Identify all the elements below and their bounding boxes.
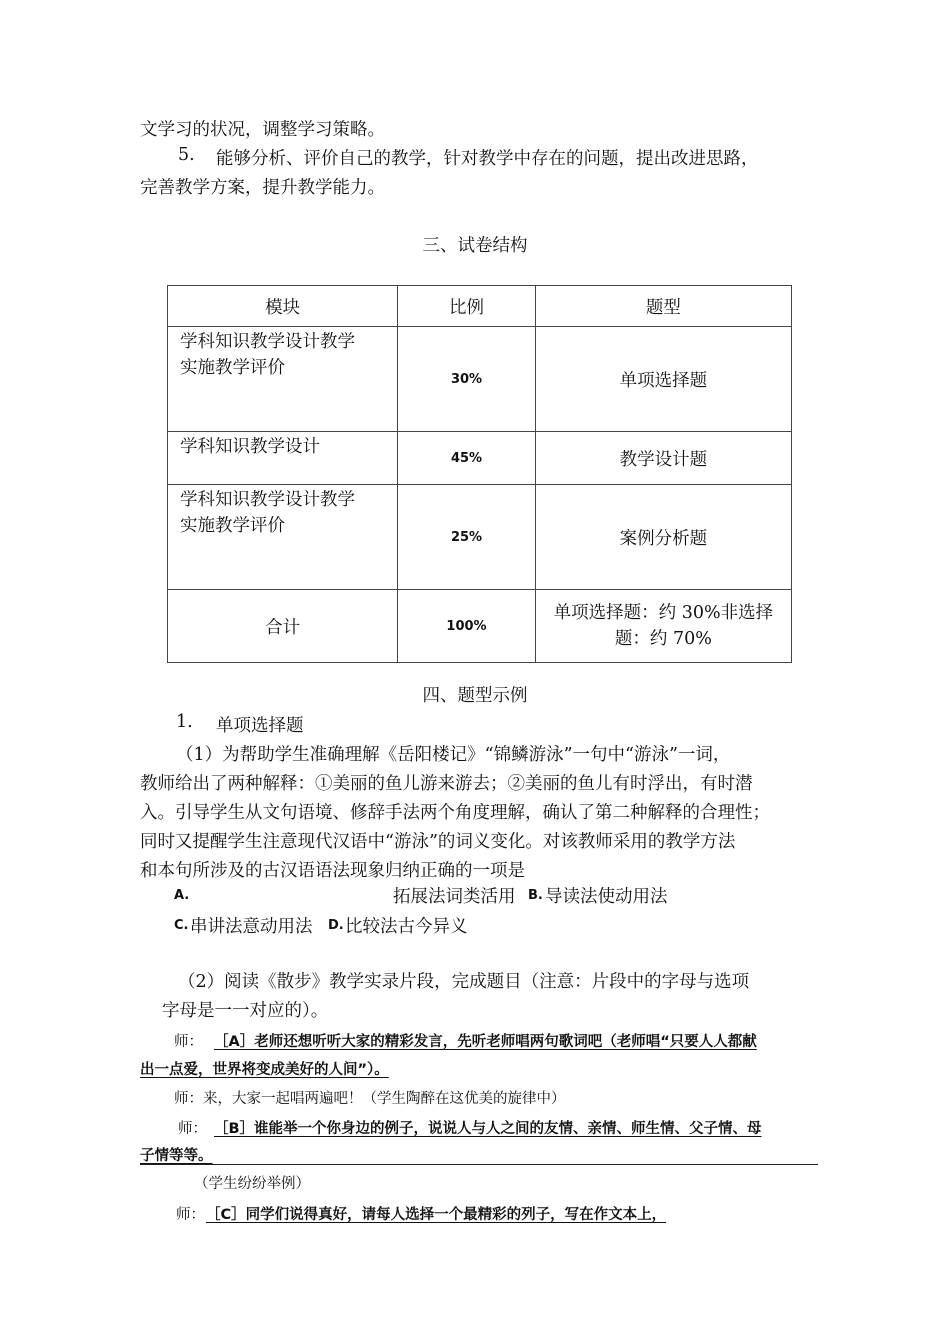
exam-structure-table (167, 285, 792, 663)
type-cell: 案例分析题 (535, 485, 791, 590)
table-row (168, 432, 792, 485)
section-4-heading: 四、题型示例 (422, 686, 528, 706)
item-5-number: 5. (178, 145, 195, 165)
total-type-cell (535, 590, 791, 663)
transcript-2: 师：来，大家一起唱两遍吧！（学生陶醉在这优美的旋律中） (174, 1091, 566, 1107)
transcript-1-speaker: 师： (174, 1034, 203, 1050)
module-line-2: 实施教学评价 (180, 358, 285, 378)
intro-line-1: 文学习的状况，调整学习策略。 (140, 120, 385, 140)
option-b-label: B. (528, 888, 543, 903)
header-type: 题型 (535, 286, 791, 327)
ratio-cell: 25% (398, 485, 536, 590)
transcript-1-line-2: 出一点爱，世界将变成美好的人间”）。 (140, 1062, 389, 1078)
item-1-title: 单项选择题 (216, 716, 304, 736)
type-cell: 教学设计题 (535, 432, 791, 485)
q1-line-3: 入。引导学生从文句语境、修辞手法两个角度理解，确认了第二种解释的合理性； (140, 803, 770, 823)
total-label: 合计 (168, 590, 398, 663)
transcript-5-line-1: ［C］同学们说得真好，请每人选择一个最精彩的列子，写在作文本上， (206, 1207, 667, 1223)
header-module: 模块 (168, 286, 398, 327)
q1-line-5: 和本句所涉及的古汉语语法现象归纳正确的一项是 (140, 861, 525, 881)
module-line-1: 学科知识教学设计教学 (180, 490, 355, 510)
total-ratio: 100% (398, 590, 536, 663)
module-line-1: 学科知识教学设计 (180, 437, 320, 457)
option-d-text: 比较法古今异义 (345, 917, 468, 937)
module-cell (168, 485, 398, 590)
header-ratio: 比例 (398, 286, 536, 327)
option-a-label: A. (174, 888, 190, 903)
total-type-line-1: 单项选择题：约 30%非选择 (553, 603, 774, 623)
module-cell (168, 327, 398, 432)
item-5-line-2: 完善教学方案，提升教学能力。 (140, 178, 385, 198)
total-type-line-2: 题：约 70% (614, 629, 712, 649)
item-1-number: 1. (176, 712, 193, 732)
module-line-2: 实施教学评价 (180, 516, 285, 536)
option-c-text: 串讲法意动用法 (190, 917, 313, 937)
q2-line-1: （2）阅读《散步》教学实录片段，完成题目（注意：片段中的字母与选项 (178, 972, 750, 992)
section-3-heading: 三、试卷结构 (422, 236, 528, 256)
item-5-line-1: 能够分析、评价自己的教学，针对教学中存在的问题，提出改进思路， (216, 149, 759, 169)
table-row (168, 327, 792, 432)
divider-line (140, 1164, 818, 1165)
ratio-cell: 45% (398, 432, 536, 485)
option-d-label: D. (328, 918, 344, 933)
table-row (168, 485, 792, 590)
transcript-1-line-1: ［A］老师还想听听大家的精彩发言，先听老师唱两句歌词吧（老师唱“只要人人都献 (214, 1034, 757, 1050)
module-cell (168, 432, 398, 485)
ratio-cell: 30% (398, 327, 536, 432)
option-a-text: 拓展法词类活用 (393, 887, 516, 907)
transcript-3-speaker: 师： (178, 1121, 207, 1137)
transcript-3-line-2: 子情等等。 (140, 1148, 213, 1164)
q1-line-1: （1）为帮助学生准确理解《岳阳楼记》“锦鳞游泳”一句中“游泳”一词， (176, 745, 731, 765)
module-line-1: 学科知识教学设计教学 (180, 332, 355, 352)
table-header-row (168, 286, 792, 327)
type-cell: 单项选择题 (535, 327, 791, 432)
table-total-row (168, 590, 792, 663)
option-c-label: C. (174, 918, 189, 933)
q1-line-4: 同时又提醒学生注意现代汉语中“游泳”的词义变化。对该教师采用的教学方法 (140, 832, 736, 852)
q2-line-2: 字母是一一对应的）。 (162, 1001, 329, 1021)
option-b-text: 导读法使动用法 (545, 887, 668, 907)
q1-line-2: 教师给出了两种解释：①美丽的鱼儿游来游去；②美丽的鱼儿有时浮出，有时潜 (140, 774, 753, 794)
transcript-4: （学生纷纷举例） (194, 1176, 310, 1192)
transcript-5-speaker: 师： (176, 1207, 205, 1223)
transcript-3-line-1: ［B］谁能举一个你身边的例子，说说人与人之间的友情、亲情、师生情、父子情、母 (214, 1121, 762, 1137)
